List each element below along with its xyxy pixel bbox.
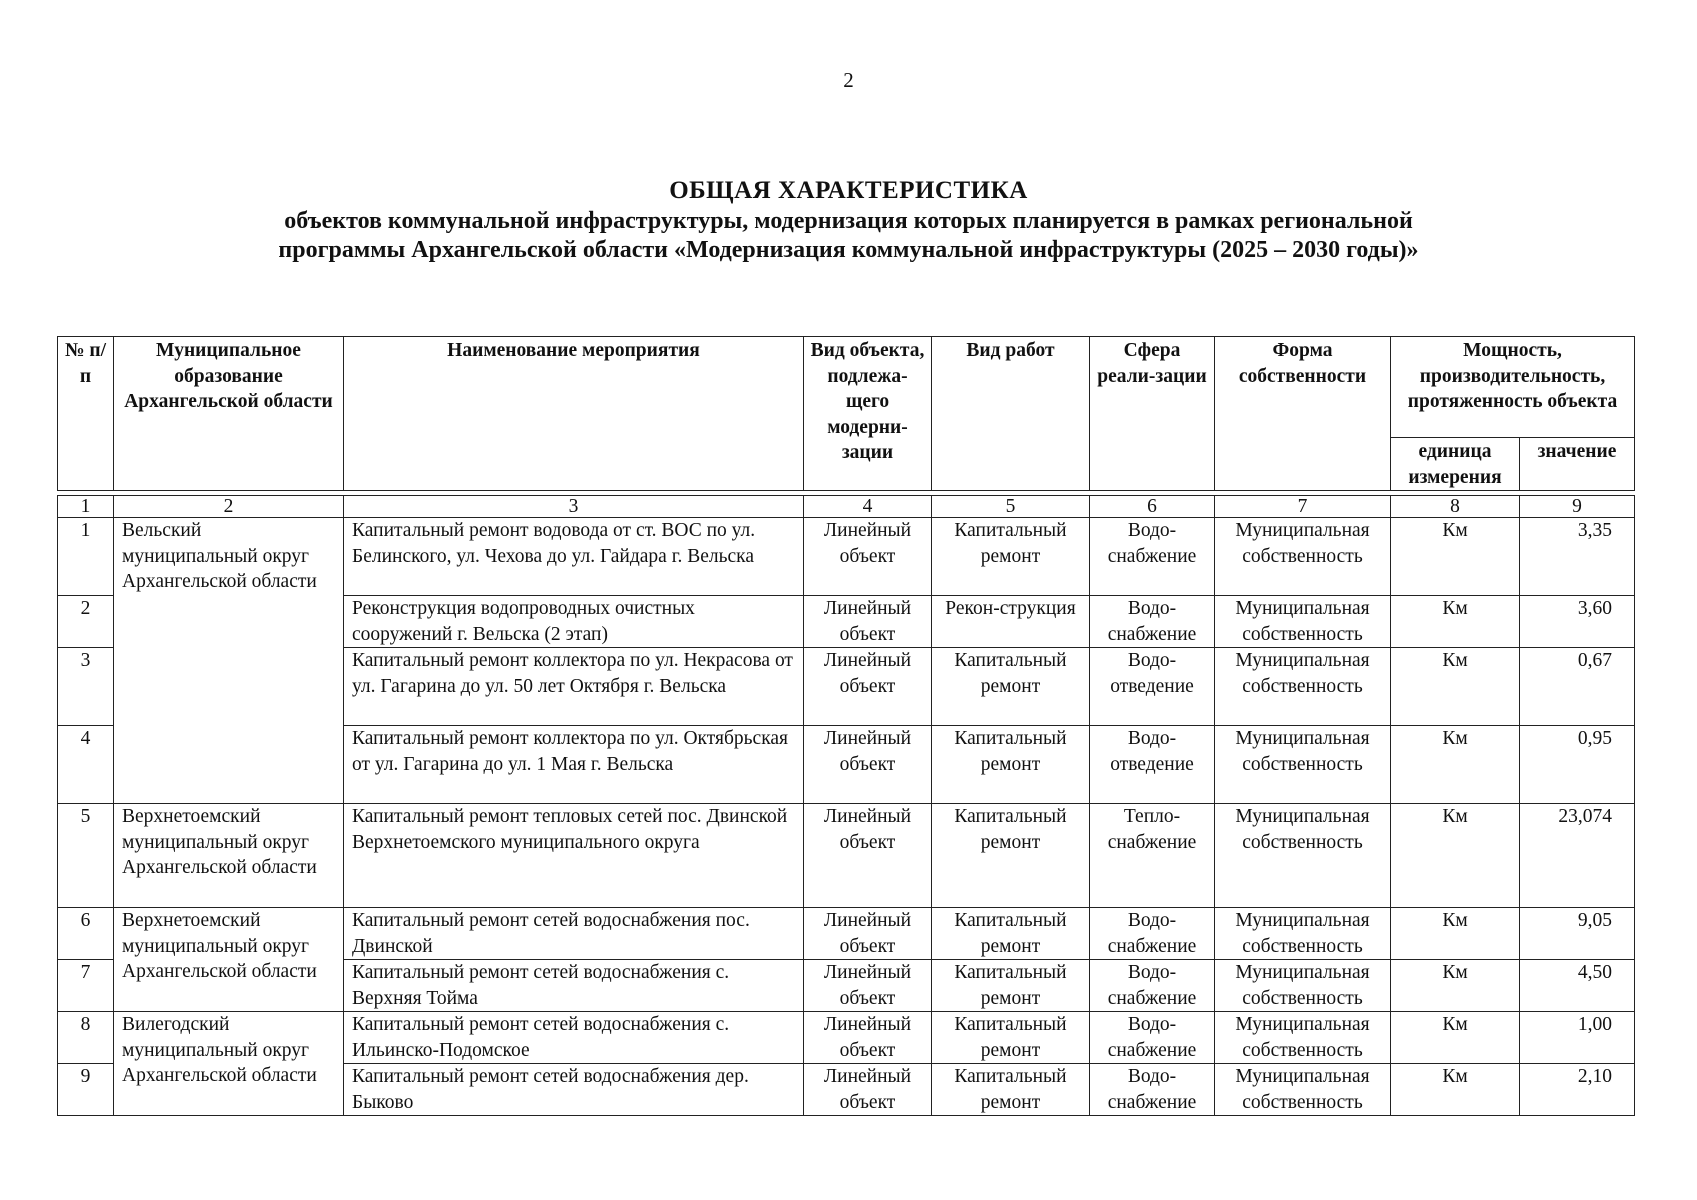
object-type-cell: Линейный объект [804,1012,932,1064]
unit-cell: Км [1391,596,1520,648]
unit-cell: Км [1391,804,1520,908]
unit-cell: Км [1391,1012,1520,1064]
column-number: 1 [58,496,114,518]
municipality-cell: Верхнетоемский муниципальный округ Архангельской области [114,804,344,908]
unit-cell: Км [1391,518,1520,596]
object-type-cell: Линейный объект [804,1064,932,1116]
column-number: 3 [344,496,804,518]
ownership-cell: Муниципальная собственность [1215,726,1391,804]
value-cell: 2,10 [1520,1064,1635,1116]
header-num: № п/п [58,337,114,491]
row-num: 5 [58,804,114,908]
unit-cell: Км [1391,648,1520,726]
sphere-cell: Водо-снабжение [1090,1012,1215,1064]
object-type-cell: Линейный объект [804,518,932,596]
row-num: 1 [58,518,114,596]
ownership-cell: Муниципальная собственность [1215,1012,1391,1064]
header-value: значение [1520,438,1635,491]
unit-cell: Км [1391,960,1520,1012]
municipality-cell: Верхнетоемский муниципальный округ Архангельской области [114,908,344,1012]
object-type-cell: Линейный объект [804,726,932,804]
ownership-cell: Муниципальная собственность [1215,804,1391,908]
table-row [58,908,1635,960]
event-name-cell: Капитальный ремонт коллектора по ул. Некрасова от ул. Гагарина до ул. 50 лет Октября г. Вельска [344,648,804,726]
work-type-cell: Капитальный ремонт [932,908,1090,960]
value-cell: 4,50 [1520,960,1635,1012]
object-type-cell: Линейный объект [804,908,932,960]
event-name-cell: Капитальный ремонт сетей водоснабжения с. Верхняя Тойма [344,960,804,1012]
value-cell: 9,05 [1520,908,1635,960]
title-main: ОБЩАЯ ХАРАКТЕРИСТИКА [669,177,1028,204]
column-number: 7 [1215,496,1391,518]
value-cell: 1,00 [1520,1012,1635,1064]
sphere-cell: Водо-снабжение [1090,1064,1215,1116]
row-num: 7 [58,960,114,1012]
sphere-cell: Водо-снабжение [1090,518,1215,596]
sphere-cell: Тепло-снабжение [1090,804,1215,908]
work-type-cell: Рекон-струкция [932,596,1090,648]
title-line-3: программы Архангельской области «Модернизация коммунальной инфраструктуры (2025 – 2030 годы)» [278,237,1419,263]
value-cell: 0,95 [1520,726,1635,804]
ownership-cell: Муниципальная собственность [1215,1064,1391,1116]
page-number: 2 [843,68,854,92]
event-name-cell: Капитальный ремонт сетей водоснабжения дер. Быково [344,1064,804,1116]
work-type-cell: Капитальный ремонт [932,726,1090,804]
row-num: 9 [58,1064,114,1116]
header-work-type: Вид работ [932,337,1090,491]
event-name-cell: Капитальный ремонт водовода от ст. ВОС по ул. Белинского, ул. Чехова до ул. Гайдара г. Вельска [344,518,804,596]
object-type-cell: Линейный объект [804,596,932,648]
ownership-cell: Муниципальная собственность [1215,648,1391,726]
event-name-cell: Капитальный ремонт коллектора по ул. Октябрьская от ул. Гагарина до ул. 1 Мая г. Вельска [344,726,804,804]
title-line-2: объектов коммунальной инфраструктуры, модернизация которых планируется в рамках региональной [284,208,1413,234]
event-name-cell: Капитальный ремонт сетей водоснабжения пос. Двинской [344,908,804,960]
table-row [58,518,1635,596]
column-number: 4 [804,496,932,518]
column-number: 2 [114,496,344,518]
value-cell: 3,60 [1520,596,1635,648]
unit-cell: Км [1391,908,1520,960]
municipality-cell: Вельский муниципальный округ Архангельской области [114,518,344,804]
row-num: 6 [58,908,114,960]
municipality-cell: Вилегодский муниципальный округ Архангельской области [114,1012,344,1116]
work-type-cell: Капитальный ремонт [932,1012,1090,1064]
column-number: 8 [1391,496,1520,518]
ownership-cell: Муниципальная собственность [1215,960,1391,1012]
sphere-cell: Водо-отведение [1090,726,1215,804]
column-number: 9 [1520,496,1635,518]
column-number-row [58,496,1635,518]
row-num: 8 [58,1012,114,1064]
sphere-cell: Водо-снабжение [1090,908,1215,960]
header-ownership: Форма собственности [1215,337,1391,491]
header-event-name: Наименование мероприятия [344,337,804,491]
column-number: 5 [932,496,1090,518]
event-name-cell: Капитальный ремонт тепловых сетей пос. Двинской Верхнетоемского муниципального округа [344,804,804,908]
sphere-cell: Водо-снабжение [1090,960,1215,1012]
column-number: 6 [1090,496,1215,518]
value-cell: 0,67 [1520,648,1635,726]
header-unit: единица измерения [1391,438,1520,491]
ownership-cell: Муниципальная собственность [1215,596,1391,648]
row-num: 3 [58,648,114,726]
work-type-cell: Капитальный ремонт [932,960,1090,1012]
sphere-cell: Водо-отведение [1090,648,1215,726]
infrastructure-table [57,336,1635,1116]
header-capacity: Мощность, производительность, протяженность объекта [1391,337,1635,438]
header-sphere: Сфера реали-зации [1090,337,1215,491]
header-object-type: Вид объекта, подлежа-щего модерни-зации [804,337,932,491]
unit-cell: Км [1391,1064,1520,1116]
document-title [0,174,1697,265]
value-cell: 23,074 [1520,804,1635,908]
value-cell: 3,35 [1520,518,1635,596]
work-type-cell: Капитальный ремонт [932,1064,1090,1116]
ownership-cell: Муниципальная собственность [1215,908,1391,960]
row-num: 4 [58,726,114,804]
object-type-cell: Линейный объект [804,804,932,908]
unit-cell: Км [1391,726,1520,804]
sphere-cell: Водо-снабжение [1090,596,1215,648]
object-type-cell: Линейный объект [804,648,932,726]
event-name-cell: Реконструкция водопроводных очистных сооружений г. Вельска (2 этап) [344,596,804,648]
table-row [58,804,1635,908]
table-row [58,1012,1635,1064]
object-type-cell: Линейный объект [804,960,932,1012]
work-type-cell: Капитальный ремонт [932,518,1090,596]
work-type-cell: Капитальный ремонт [932,648,1090,726]
header-municipality: Муниципальное образование Архангельской области [114,337,344,491]
ownership-cell: Муниципальная собственность [1215,518,1391,596]
row-num: 2 [58,596,114,648]
work-type-cell: Капитальный ремонт [932,804,1090,908]
event-name-cell: Капитальный ремонт сетей водоснабжения с. Ильинско-Подомское [344,1012,804,1064]
